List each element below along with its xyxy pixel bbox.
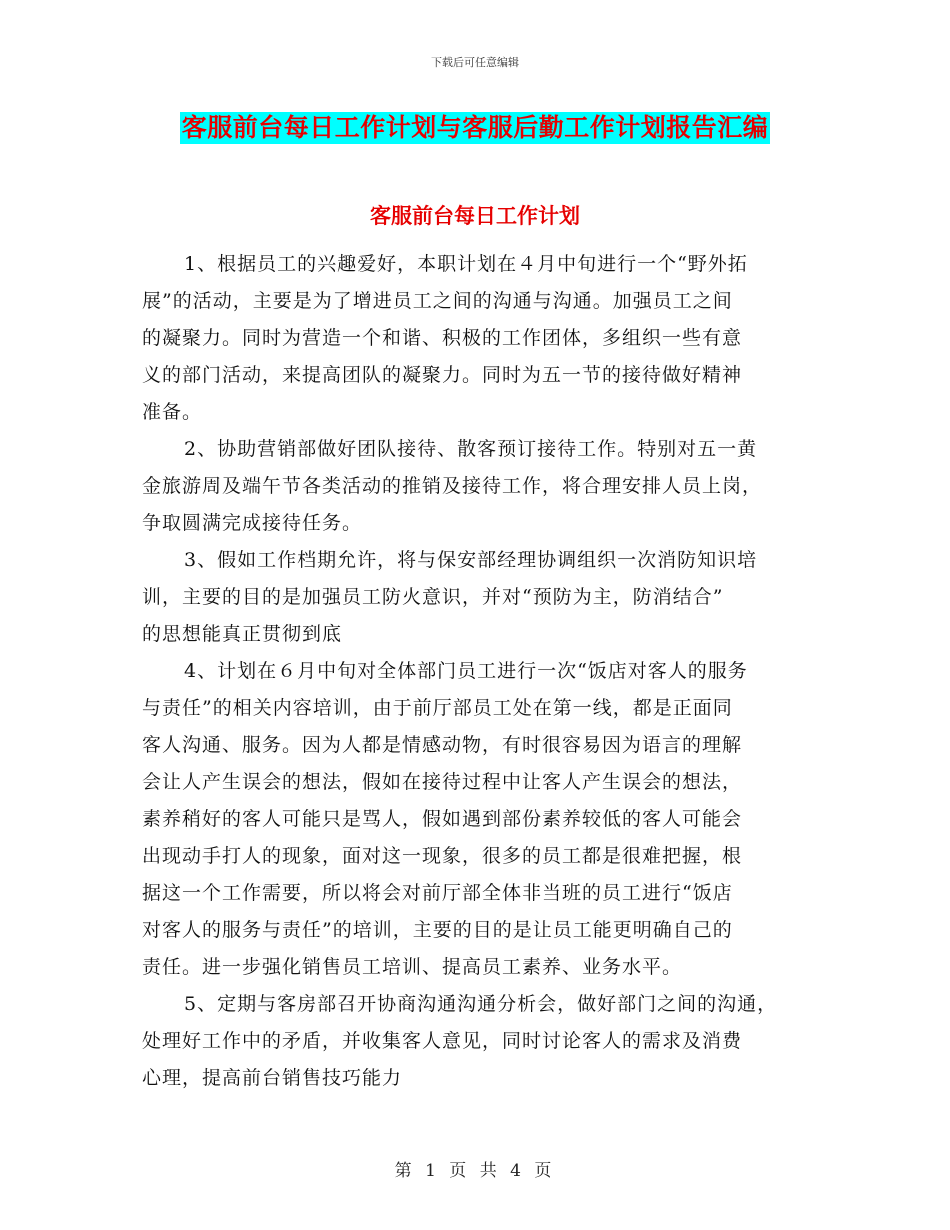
paragraph-4 — [142, 653, 822, 986]
text-line: 会让人产生误会的想法，假如在接待过程中让客人产生误会的想法， — [142, 771, 743, 793]
page-footer: 第 1 页 共 4 页 — [394, 1161, 556, 1181]
text-line: 1、根据员工的兴趣爱好，本职计划在４月中旬进行一个“野外拓 — [184, 253, 748, 275]
main-title-container — [0, 112, 950, 144]
text-line: 出现动手打人的现象，面对这一现象，很多的员工都是很难把握，根 — [142, 845, 743, 867]
paragraph-3 — [142, 542, 822, 653]
text-line: 对客人的服务与责任”的培训，主要的目的是让员工能更明确自己的 — [142, 919, 733, 941]
text-line: 的思想能真正贯彻到底 — [142, 623, 343, 645]
paragraph-1 — [142, 246, 822, 431]
text-line: 准备。 — [142, 401, 203, 423]
text-line: 4、计划在６月中旬对全体部门员工进行一次“饭店对客人的服务 — [184, 660, 748, 682]
text-line: 与责任”的相关内容培训，由于前厅部员工处在第一线，都是正面同 — [142, 697, 733, 719]
text-line: 3、假如工作档期允许，将与保安部经理协调组织一次消防知识培 — [184, 549, 758, 571]
text-line: 2、协助营销部做好团队接待、散客预订接待工作。特别对五一黄 — [184, 438, 758, 460]
text-line: 5、定期与客房部召开协商沟通沟通分析会，做好部门之间的沟通， — [184, 993, 778, 1015]
text-line: 金旅游周及端午节各类活动的推销及接待工作，将合理安排人员上岗， — [142, 475, 763, 497]
main-title: 客服前台每日工作计划与客服后勤工作计划报告汇编 — [181, 113, 769, 142]
header-note: 下载后可任意编辑 — [431, 56, 519, 69]
paragraph-2 — [142, 431, 822, 542]
text-line: 训，主要的目的是加强员工防火意识，并对“预防为主，防消结合” — [142, 586, 724, 608]
text-line: 处理好工作中的矛盾，并收集客人意见，同时讨论客人的需求及消费 — [142, 1030, 743, 1052]
text-line: 义的部门活动，来提高团队的凝聚力。同时为五一节的接待做好精神 — [142, 364, 743, 386]
text-line: 的凝聚力。同时为营造一个和谐、积极的工作团体，多组织一些有意 — [142, 327, 743, 349]
section-title: 客服前台每日工作计划 — [370, 204, 580, 228]
text-line: 展”的活动，主要是为了增进员工之间的沟通与沟通。加强员工之间 — [142, 290, 733, 312]
text-line: 责任。进一步强化销售员工培训、提高员工素养、业务水平。 — [142, 956, 683, 978]
paragraph-5 — [142, 986, 822, 1097]
text-line: 客人沟通、服务。因为人都是情感动物，有时很容易因为语言的理解 — [142, 734, 743, 756]
text-line: 据这一个工作需要，所以将会对前厅部全体非当班的员工进行“饭店 — [142, 882, 733, 904]
text-line: 素养稍好的客人可能只是骂人，假如遇到部份素养较低的客人可能会 — [142, 808, 743, 830]
body-text — [142, 246, 822, 1097]
text-line: 争取圆满完成接待任务。 — [142, 512, 363, 534]
text-line: 心理，提高前台销售技巧能力 — [142, 1067, 403, 1089]
